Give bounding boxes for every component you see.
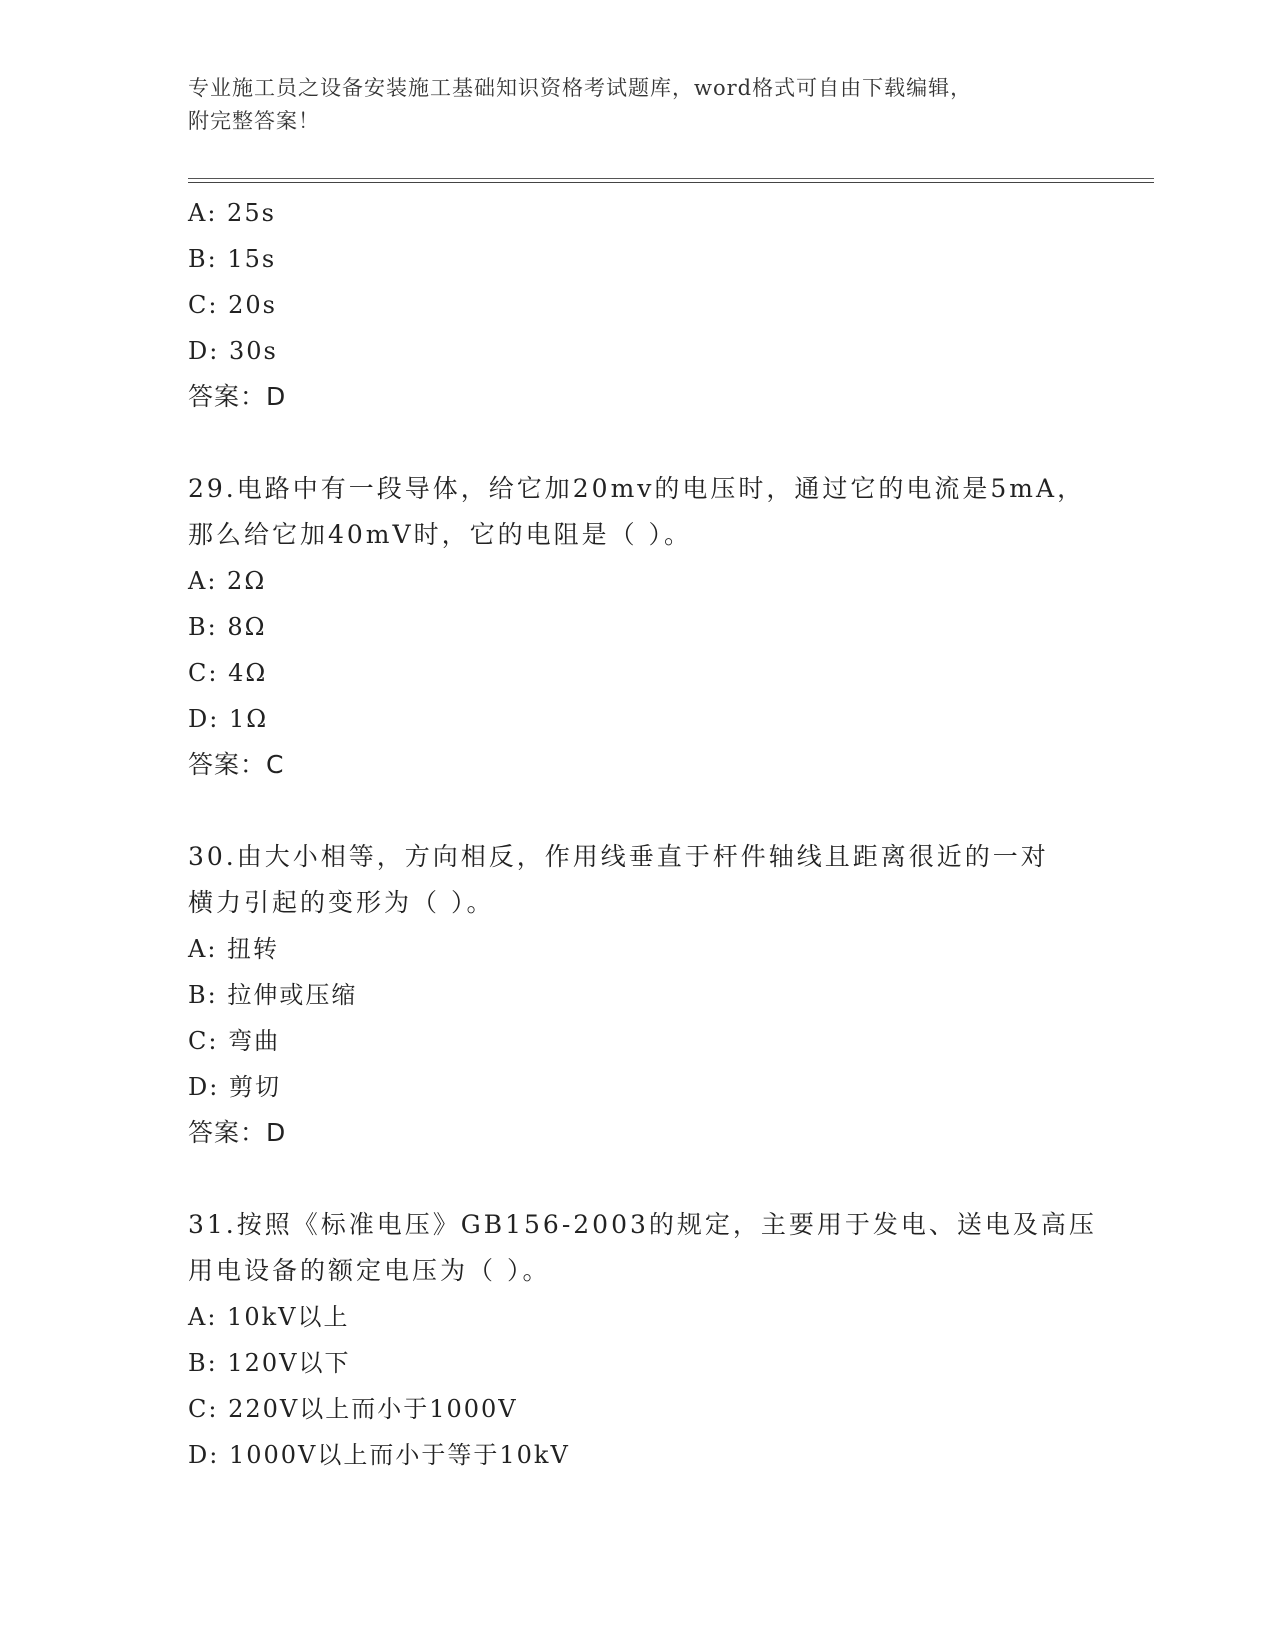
answer-line: 答案：D [188, 1118, 287, 1147]
spacer [188, 788, 1148, 834]
option-c: C: 220V以上而小于1000V [188, 1395, 518, 1423]
answer-line: 答案：D [188, 382, 287, 411]
option-b: B: 15s [188, 245, 277, 273]
option-c: C: 20s [188, 291, 277, 319]
header-divider-bottom [188, 182, 1154, 183]
question-29 [188, 466, 1148, 788]
header-divider-top [188, 178, 1154, 179]
option-d: D: 1000V以上而小于等于10kV [188, 1441, 570, 1469]
option-a: A: 2Ω [188, 567, 267, 595]
option-d: D: 30s [188, 337, 278, 365]
option-a: A: 扭转 [188, 935, 280, 963]
header-line-2: 附完整答案！ [188, 109, 320, 133]
question-text-line-1: 31.按照《标准电压》GB156-2003的规定，主要用于发电、送电及高压 [188, 1210, 1097, 1239]
option-a: A: 10kV以上 [188, 1303, 350, 1331]
question-text-line-1: 30.由大小相等，方向相反，作用线垂直于杆件轴线且距离很近的一对 [188, 842, 1049, 871]
answer-line: 答案：C [188, 750, 285, 779]
option-a: A: 25s [188, 199, 276, 227]
header-line-1: 专业施工员之设备安装施工基础知识资格考试题库，word格式可自由下载编辑， [188, 76, 973, 100]
option-b: B: 8Ω [188, 613, 267, 641]
question-text-line-2: 用电设备的额定电压为（ ）。 [188, 1256, 551, 1285]
question-text-line-1: 29.电路中有一段导体，给它加20mv的电压时，通过它的电流是5mA， [188, 474, 1086, 503]
spacer [188, 1156, 1148, 1202]
option-b: B: 120V以下 [188, 1349, 351, 1377]
question-list [188, 190, 1148, 1478]
question-28 [188, 190, 1148, 420]
option-c: C: 4Ω [188, 659, 268, 687]
option-d: D: 1Ω [188, 705, 269, 733]
option-b: B: 拉伸或压缩 [188, 981, 358, 1009]
question-text-line-2: 那么给它加40mV时，它的电阻是（ ）。 [188, 520, 693, 549]
option-c: C: 弯曲 [188, 1027, 281, 1055]
spacer [188, 420, 1148, 466]
document-header [188, 72, 1088, 138]
question-31 [188, 1202, 1148, 1478]
question-text-line-2: 横力引起的变形为（ ）。 [188, 888, 495, 917]
option-d: D: 剪切 [188, 1073, 281, 1101]
question-30 [188, 834, 1148, 1156]
